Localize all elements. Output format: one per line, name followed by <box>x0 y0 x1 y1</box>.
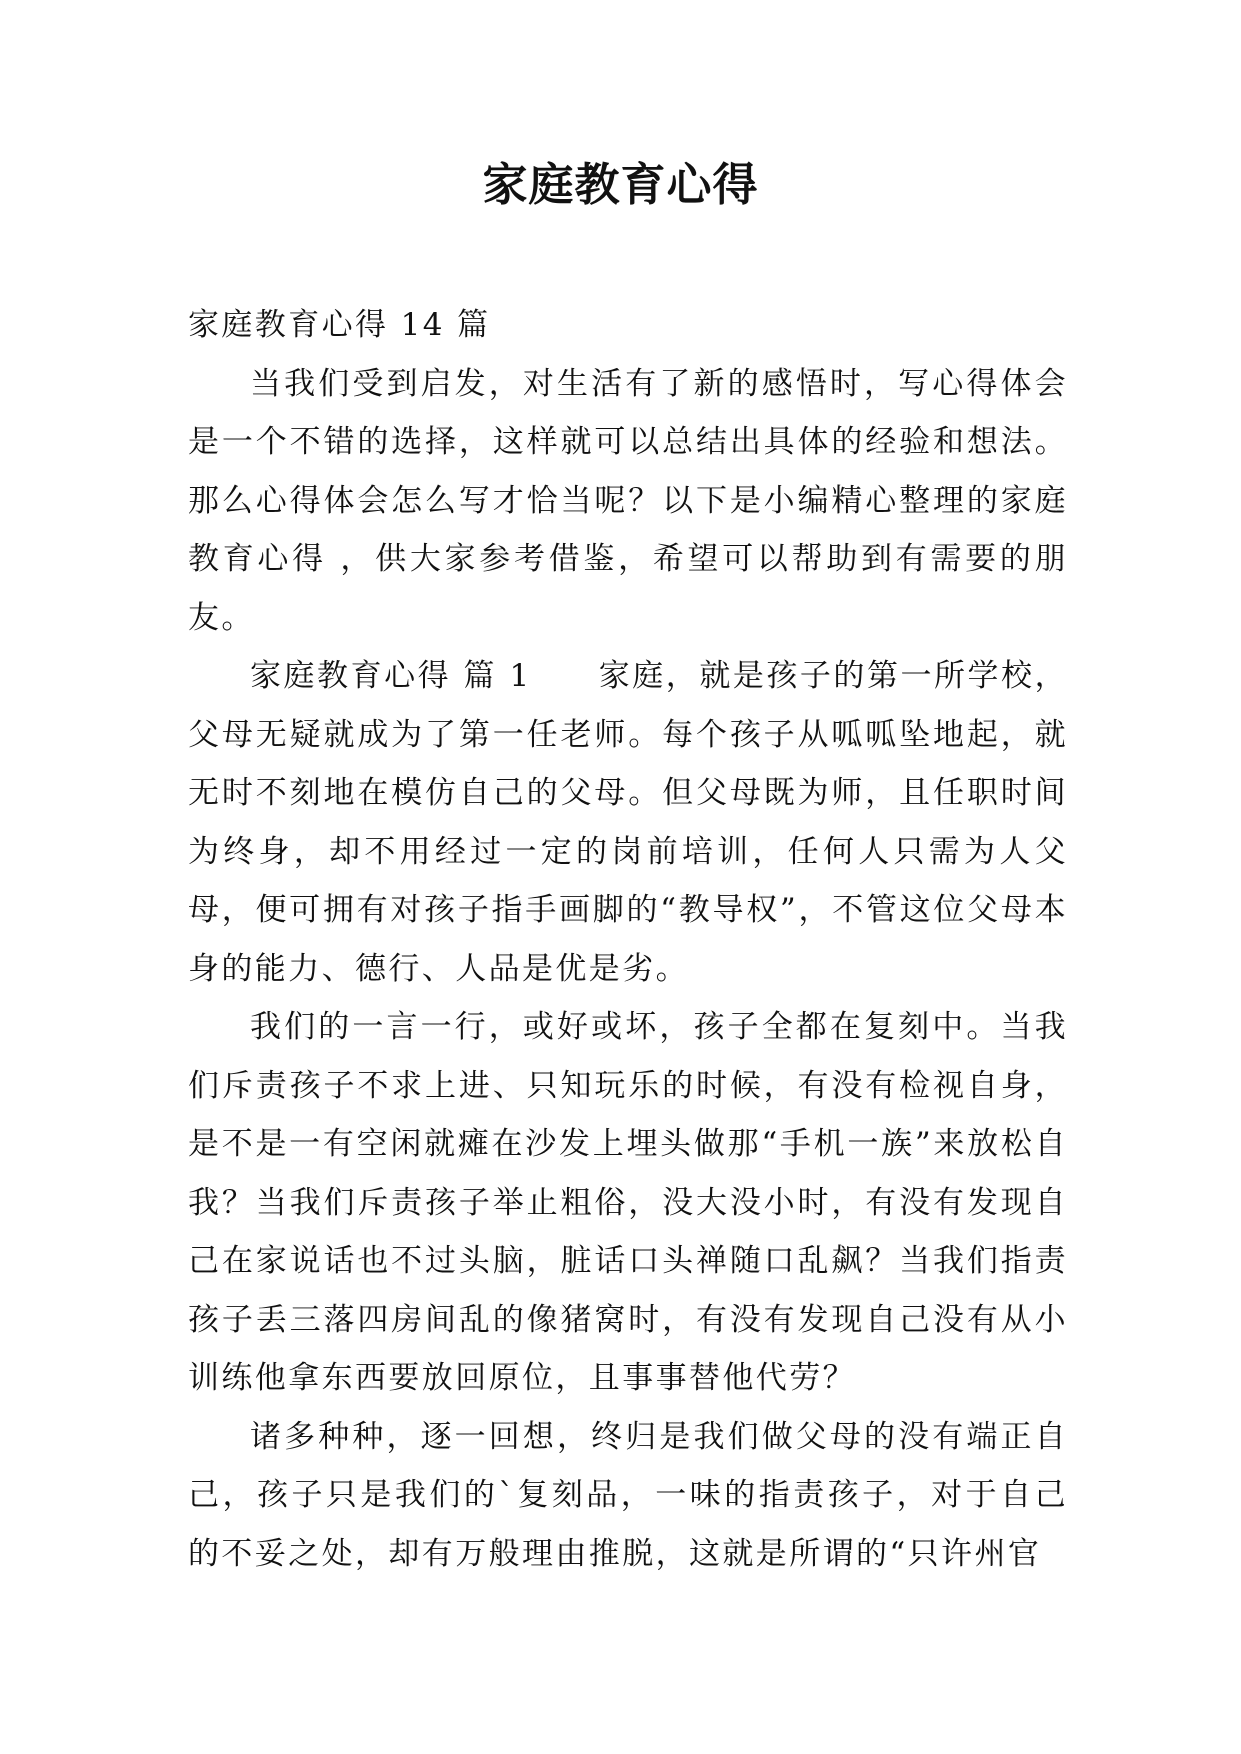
paragraph-3: 诸多种种，逐一回想，终归是我们做父母的没有端正自己，孩子只是我们的`复刻品，一味的指责孩子，对于自己的不妥之处，却有万般理由推脱，这就是所谓的“只许州官 <box>188 1418 1068 1572</box>
paragraph-intro: 当我们受到启发，对生活有了新的感悟时，写心得体会是一个不错的选择，这样就可以总结出具体的经验和想法。那么心得体会怎么写才恰当呢？以下是小编精心整理的家庭教育心得 ，供大家参考借鉴，希望可以帮助到有需要的朋友。 <box>188 365 1068 636</box>
document-subtitle: 家庭教育心得 14 篇 <box>188 307 491 343</box>
document-body <box>188 296 1068 1583</box>
document-title: 家庭教育心得 <box>482 158 759 211</box>
paragraph-1: 家庭教育心得 篇 1 家庭，就是孩子的第一所学校，父母无疑就成为了第一任老师。每个孩子从呱呱坠地起，就无时不刻地在模仿自己的父母。但父母既为师，且任职时间为终身，却不用经过一定的岗前培训，任何人只需为人父母，便可拥有对孩子指手画脚的“教导权”，不管这位父母本身的能力、德行、人品是优是劣。 <box>188 658 1068 987</box>
paragraph-2: 我们的一言一行，或好或坏，孩子全都在复刻中。当我们斥责孩子不求上进、只知玩乐的时候，有没有检视自身，是不是一有空闲就瘫在沙发上埋头做那“手机一族”来放松自我？当我们斥责孩子举止粗俗，没大没小时，有没有发现自己在家说话也不过头脑，脏话口头禅随口乱飙？当我们指责孩子丢三落四房间乱的像猪窝时，有没有发现自己没有从小训练他拿东西要放回原位，且事事替他代劳？ <box>188 1009 1068 1396</box>
